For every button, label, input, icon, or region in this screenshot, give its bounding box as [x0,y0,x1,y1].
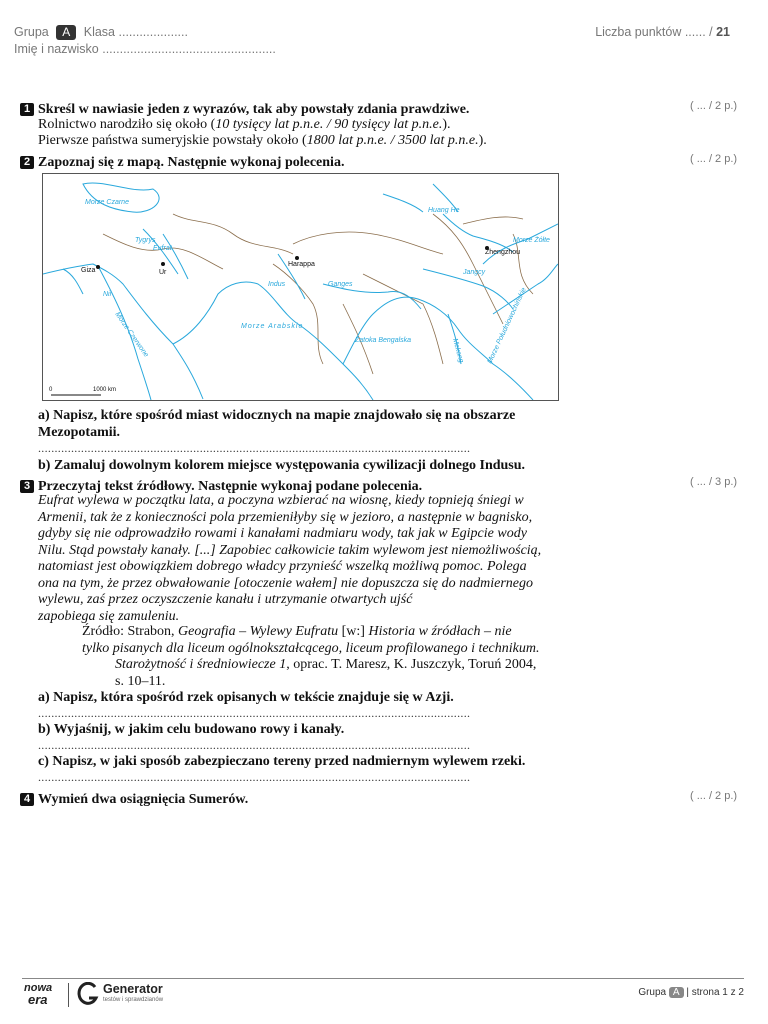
question-title: Przeczytaj tekst źródłowy. Następnie wykonaj podane polecenia. [38,479,423,494]
question-title: Zapoznaj się z mapą. Następnie wykonaj polecenia. [38,155,345,170]
points-total: 21 [716,25,730,39]
label-tigris: Tygrys [135,237,156,244]
source-line: ona na tym, że przez obwałowanie [otoczenie wałem] nie dopuszcza się do nadmiernego [38,575,534,591]
map-scale [49,387,116,395]
q1-option-1[interactable]: 10 tysięcy lat p.n.e. / 90 tysięcy lat p.n.e. [215,117,443,132]
label-ganges: Ganges [328,281,353,288]
q1-line-2-post: ). [478,133,487,148]
question-4 [20,790,248,808]
citation-pre: Źródło: Strabon, [82,624,179,639]
q2-task-b: b) Zamaluj dowolnym kolorem miejsce występowania cywilizacji dolnego Indusu. [38,458,526,473]
source-line: Nilu. Stąd powstały kanały. [...] Zapobiec całkowicie takim wylewom jest niemożliwością, [38,542,542,558]
header-points [595,25,730,39]
question-1-points: ( ... / 2 p.) [690,100,738,112]
footer-page-info [638,987,744,998]
citation-book-cont: tylko pisanych dla liceum ogólnokształcącego, liceum profilowanego i technikum. [82,640,540,656]
q2-answer-a-line[interactable]: ................................................................................................................................... [38,441,471,455]
q1-line-1-post: ). [442,117,451,132]
label-red-sea: Morze Czerwone [113,311,150,359]
q3-task-a: a) Napisz, która spośród rzek opisanych w tekście znajduje się w Azji. [38,690,454,705]
group-label: Grupa [14,25,49,39]
q2-task-a: a) Napisz, które spośród miast widocznych na mapie znajdowało się na obszarze [38,408,516,423]
footer-page-number: | strona 1 z 2 [686,987,744,998]
label-south-china-sea: Morze Południowochińskie [486,286,528,365]
group-badge: A [56,25,76,40]
logo-era: era [28,992,48,1007]
question-3-points: ( ... / 3 p.) [690,476,738,488]
question-2 [20,153,344,171]
q3-source-text [38,493,578,625]
citation-book: Historia w źródłach – nie [368,624,512,639]
map-svg [43,174,558,400]
citation-volume: Starożytność i średniowiecze 1 [115,657,287,672]
footer-group-badge: A [669,987,684,998]
footer-group-label: Grupa [638,987,667,998]
scale-km: 1000 km [93,387,117,393]
q3-task-c: c) Napisz, w jaki sposób zabezpieczano tereny przed nadmiernym wylewem rzeki. [38,754,526,769]
source-line: Armenii, tak że z konieczności pola przemieniłyby się w jezioro, a następnie w bagnisko, [38,509,533,525]
generator-title: Generator [103,982,163,996]
label-yellow-sea: Morze Żółte [513,237,550,244]
q3-answer-b-line[interactable]: ................................................................................................................................... [38,738,471,752]
label-harappa: Harappa [288,261,315,268]
label-mekong: Mekong [451,337,465,364]
header-group [14,25,188,40]
generator-logo-icon [77,982,99,1011]
question-1 [20,100,469,118]
label-black-sea: Morze Czarne [85,199,129,206]
question-number: 2 [20,156,34,169]
q1-line-1-pre: Rolnictwo narodziło się około ( [38,117,216,132]
q1-line-2 [38,133,487,150]
q1-line-2-pre: Pierwsze państwa sumeryjskie powstały około ( [38,133,307,148]
city-harappa-dot [295,256,299,260]
q3-task-b: b) Wyjaśnij, w jakim celu budowano rowy i kanały. [38,722,345,737]
q2-task-a-cont: Mezopotamii. [38,425,121,440]
class-label: Klasa [83,25,116,39]
q1-line-1 [38,117,451,134]
label-bay-bengal: Zatoka Bengalska [355,337,412,344]
label-euphrates: Eufrat [153,245,172,252]
header-name [14,42,276,56]
question-number: 3 [20,480,34,493]
source-line: zapobiega się zamuleniu. [38,608,180,624]
map-labels [81,199,550,365]
question-2-points: ( ... / 2 p.) [690,153,738,165]
citation-title: Geografia – Wylewy Eufratu [178,624,339,639]
map-borders [103,214,533,374]
logo-separator [68,983,69,1007]
q3-answer-c-line[interactable]: ................................................................................................................................... [38,770,471,784]
city-ur-dot [161,262,165,266]
generator-logo [103,982,163,1004]
q1-option-2[interactable]: 1800 lat p.n.e. / 3500 lat p.n.e. [306,133,479,148]
question-title: Skreśl w nawiasie jeden z wyrazów, tak aby powstały zdania prawdziwe. [38,102,470,117]
q3-answer-a-line[interactable]: ................................................................................................................................... [38,706,471,720]
class-field[interactable]: .................... [118,25,188,39]
city-giza-dot [96,265,100,269]
label-huang-he: Huang He [428,207,460,214]
citation-publisher: , oprac. T. Maresz, K. Juszczyk, Toruń 2004, [286,657,537,672]
label-yangtze: Jangcy [463,269,486,276]
logo-nowa: nowa [24,982,53,994]
label-arabian-sea: Morze Arabskie [241,323,304,330]
map-water [43,183,558,400]
source-line: natomiast jest obowiązkiem dobrego władcy przynieść wszelką możliwą pomoc. Polega [38,559,527,574]
q3-citation [82,624,572,690]
generator-subtitle: testów i sprawdzianów [103,997,164,1003]
name-field[interactable]: .................................................. [102,42,276,56]
question-title: Wymień dwa osiągnięcia Sumerów. [38,792,249,807]
question-number: 1 [20,103,34,116]
label-ur: Ur [159,269,167,276]
name-label: Imię i nazwisko [14,42,99,56]
source-line: gdyby się nie odprowadziło rowami i kanałami nadmiaru wody, tak jak w Egipcie wody [38,526,527,541]
label-zhengzhou: Zhengzhou [485,249,521,256]
citation-in: [w:] [338,624,369,639]
question-4-points: ( ... / 2 p.) [690,790,738,802]
label-giza: Giza [81,267,96,274]
map-asia[interactable] [42,173,559,401]
source-line: wylewu, zaś przez oczyszczenie kanału i utrzymanie otwartych ujść [38,592,413,607]
question-number: 4 [20,793,34,806]
points-label: Liczba punktów ...... / [595,25,713,39]
scale-zero: 0 [49,387,53,393]
label-nile: Nil [103,291,112,298]
nowa-era-logo [24,983,64,1005]
source-line: Eufrat wylewa w początku lata, a poczyna wzbierać na wiosnę, kiedy topnieją śniegi w [38,493,524,508]
citation-pages: s. 10–11. [115,673,166,689]
label-indus: Indus [268,281,286,288]
footer-divider [22,978,744,979]
